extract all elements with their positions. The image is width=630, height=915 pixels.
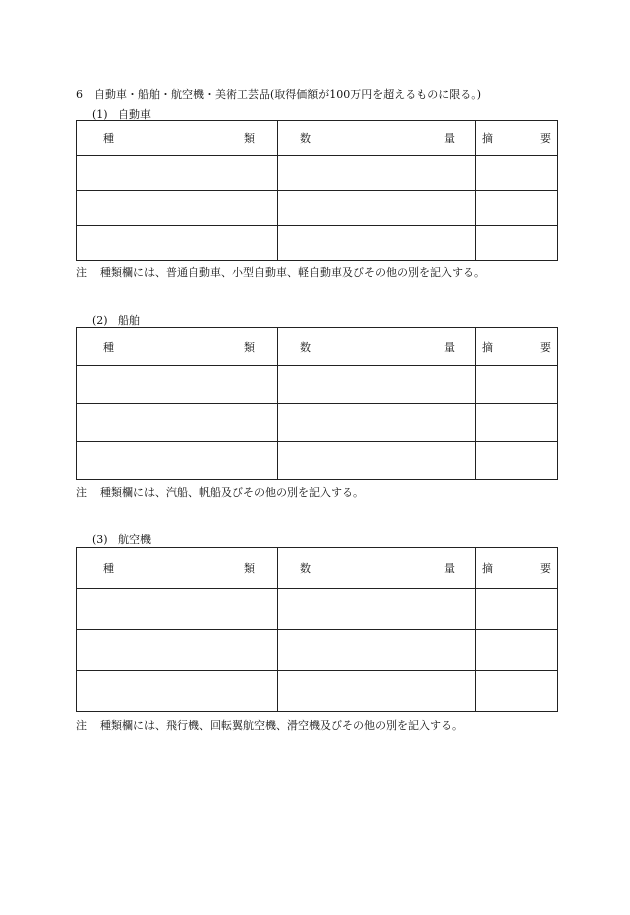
remarks-cell[interactable]	[476, 226, 558, 261]
type-cell[interactable]	[77, 589, 278, 630]
note-text: 種類欄には、汽船、帆船及びその他の別を記入する。	[100, 486, 364, 499]
remarks-cell[interactable]	[476, 589, 558, 630]
section-heading-aircraft	[92, 531, 151, 547]
table-header-row	[77, 121, 558, 156]
quantity-cell[interactable]	[278, 404, 476, 442]
type-cell[interactable]	[77, 156, 278, 191]
note-label: 注	[76, 486, 87, 499]
remarks-cell[interactable]	[476, 442, 558, 480]
quantity-cell[interactable]	[278, 589, 476, 630]
table-header-row	[77, 548, 558, 589]
remarks-cell[interactable]	[476, 671, 558, 712]
quantity-cell[interactable]	[278, 191, 476, 226]
remarks-cell[interactable]	[476, 630, 558, 671]
header-remarks: 摘 要	[476, 548, 558, 589]
section-title: 航空機	[118, 533, 151, 546]
table-header-row	[77, 328, 558, 366]
section-title: 自動車	[118, 108, 151, 121]
section-number: (2)	[92, 314, 108, 327]
type-cell[interactable]	[77, 404, 278, 442]
ships-table	[76, 327, 558, 480]
header-quantity: 数 量	[278, 121, 476, 156]
table-row	[77, 191, 558, 226]
header-quantity: 数 量	[278, 548, 476, 589]
header-remarks: 摘 要	[476, 121, 558, 156]
table-row	[77, 589, 558, 630]
type-cell[interactable]	[77, 191, 278, 226]
table-row	[77, 156, 558, 191]
table-row	[77, 366, 558, 404]
note-label: 注	[76, 719, 87, 732]
note-label: 注	[76, 266, 87, 279]
quantity-cell[interactable]	[278, 226, 476, 261]
header-remarks: 摘 要	[476, 328, 558, 366]
type-cell[interactable]	[77, 442, 278, 480]
header-type: 種 類	[77, 121, 278, 156]
remarks-cell[interactable]	[476, 156, 558, 191]
table-row	[77, 442, 558, 480]
quantity-cell[interactable]	[278, 671, 476, 712]
header-type: 種 類	[77, 328, 278, 366]
table-row	[77, 630, 558, 671]
vehicles-table	[76, 120, 558, 261]
section-note-aircraft	[76, 717, 463, 733]
note-text: 種類欄には、飛行機、回転翼航空機、滑空機及びその他の別を記入する。	[100, 719, 463, 732]
page-heading: 6 自動車・船舶・航空機・美術工芸品(取得価額が100万円を超えるものに限る。)	[76, 88, 482, 101]
remarks-cell[interactable]	[476, 191, 558, 226]
type-cell[interactable]	[77, 671, 278, 712]
section-title: 船舶	[118, 314, 140, 327]
type-cell[interactable]	[77, 226, 278, 261]
table-row	[77, 404, 558, 442]
quantity-cell[interactable]	[278, 442, 476, 480]
table-row	[77, 671, 558, 712]
aircraft-table	[76, 547, 558, 712]
remarks-cell[interactable]	[476, 404, 558, 442]
section-number: (1)	[92, 108, 108, 121]
table-row	[77, 226, 558, 261]
quantity-cell[interactable]	[278, 366, 476, 404]
section-number: (3)	[92, 533, 108, 546]
remarks-cell[interactable]	[476, 366, 558, 404]
type-cell[interactable]	[77, 366, 278, 404]
type-cell[interactable]	[77, 630, 278, 671]
section-note-vehicles	[76, 264, 485, 280]
note-text: 種類欄には、普通自動車、小型自動車、軽自動車及びその他の別を記入する。	[100, 266, 485, 279]
header-type: 種 類	[77, 548, 278, 589]
section-note-ships	[76, 484, 364, 500]
section-heading-ships	[92, 312, 140, 328]
header-quantity: 数 量	[278, 328, 476, 366]
quantity-cell[interactable]	[278, 156, 476, 191]
quantity-cell[interactable]	[278, 630, 476, 671]
